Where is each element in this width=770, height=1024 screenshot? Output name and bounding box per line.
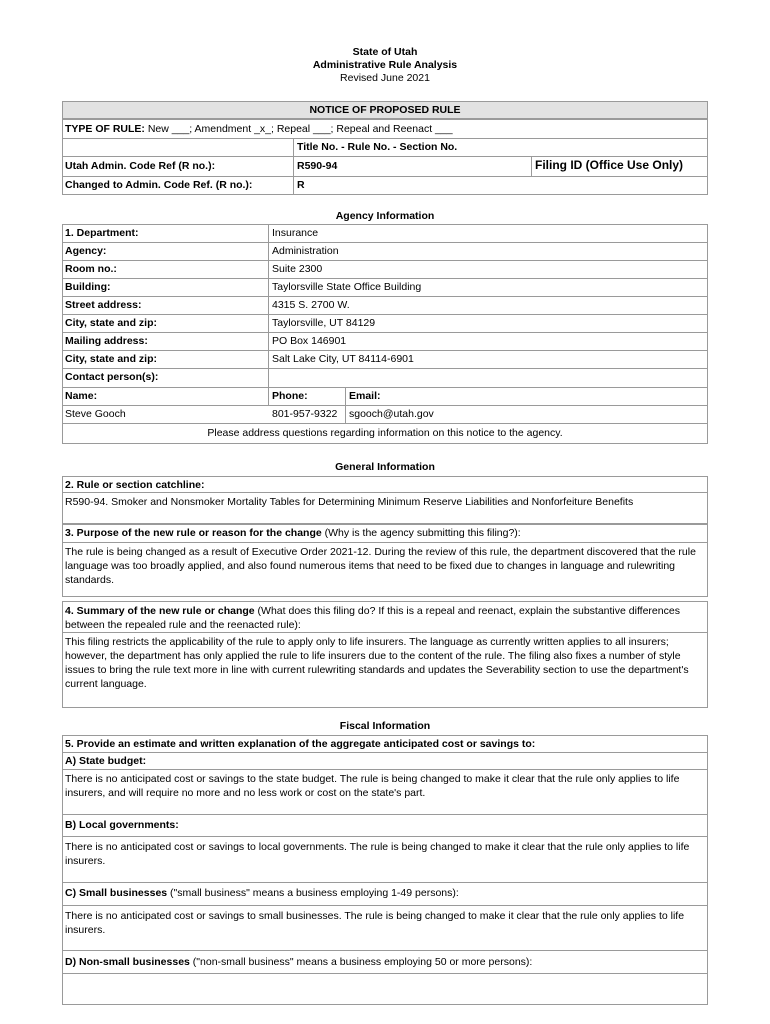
street-label: Street address: (65, 299, 142, 311)
non-small-business-question (65, 956, 532, 969)
row-divider (62, 752, 708, 753)
street-value: 4315 S. 2700 W. (272, 299, 350, 311)
local-gov-label: B) Local governments: (65, 819, 179, 831)
q3-label: 3. Purpose of the new rule or reason for the change (65, 527, 322, 539)
col-divider (293, 138, 294, 195)
q2-answer: R590-94. Smoker and Nonsmoker Mortality Tables for Determining Minimum Reserve Liabilities and Nonforfeiture Benefits (65, 496, 634, 508)
fiscal-section-title: Fiscal Information (339, 720, 431, 732)
q4-question (65, 604, 703, 632)
row-divider (62, 387, 708, 388)
contact-label: Contact person(s): (65, 371, 159, 383)
row-divider (62, 973, 708, 974)
q3-answer: The rule is being changed as a result of Executive Order 2021-12. During the review of this rule, the department discovered that the rule language was too broadly applied, and also found numerous items that need to be fixed due to changes in language and rulewriting standards. (65, 546, 696, 586)
local-gov-answer: There is no anticipated cost or savings to local governments. The rule is being changed to make it clear that the rule only applies to life insurers. (65, 841, 690, 867)
room-label: Room no.: (65, 263, 117, 275)
small-business-hint: ("small business" means a business employing 1-49 persons): (167, 887, 459, 899)
building-label: Building: (65, 281, 111, 293)
department-label: 1. Department: (65, 227, 139, 239)
q4-label: 4. Summary of the new rule or change (65, 605, 255, 617)
row-divider (62, 836, 708, 837)
row-divider (62, 242, 708, 243)
revision-heading: Revised June 2021 (340, 72, 430, 84)
non-small-business-label: D) Non-small businesses (65, 956, 190, 968)
analysis-heading: Administrative Rule Analysis (312, 59, 458, 71)
row-divider (62, 423, 708, 424)
q4-answer: This filing restricts the applicability of the rule to apply only to life insurers. The language as currently written applies to all insurers; however, the department has only applied the rule to life insurers due to the content of the rule. The filing also fixes a number of style issues to bring the rule text more in line with current rulewriting standards and updates the Severability section to use the department's current language. (65, 636, 689, 690)
row-divider (62, 814, 708, 815)
agency-label: Agency: (65, 245, 107, 257)
row-divider (62, 492, 708, 493)
non-small-business-hint: ("non-small business" means a business employing 50 or more persons): (189, 956, 533, 968)
q3-question (65, 527, 521, 540)
code-ref-value: R590-94 (297, 160, 338, 172)
q3-hint: (Why is the agency submitting this filing?): (321, 527, 521, 539)
agency-section-title: Agency Information (335, 210, 435, 222)
row-divider (62, 138, 708, 139)
small-business-label: C) Small businesses (65, 887, 168, 899)
title-no-label: Title No. - Rule No. - Section No. (297, 141, 458, 153)
mailing-city-value: Salt Lake City, UT 84114-6901 (272, 353, 414, 365)
agency-note: Please address questions regarding information on this notice to the agency. (207, 427, 563, 439)
row-divider (62, 278, 708, 279)
mailing-value: PO Box 146901 (272, 335, 347, 347)
city-value: Taylorsville, UT 84129 (272, 317, 376, 329)
row-divider (62, 176, 708, 177)
row-divider (62, 368, 708, 369)
col-divider (531, 156, 532, 176)
type-of-rule (65, 123, 453, 136)
changed-ref-value: R (297, 179, 305, 191)
filing-id-label: Filing ID (535, 158, 583, 172)
row-divider (62, 882, 708, 883)
row-divider (62, 314, 708, 315)
contact-phone: 801-957-9322 (272, 408, 338, 420)
row-divider (62, 905, 708, 906)
q4-hint: (What does this filing do? If this is a repeal and reenact, explain the substantive differences between the repealed rule and the reenacted rule): (65, 605, 680, 631)
code-ref-label: Utah Admin. Code Ref (R no.): (65, 160, 216, 172)
small-business-question (65, 887, 459, 900)
name-label: Name: (65, 390, 98, 402)
general-section-title: General Information (335, 461, 435, 473)
mailing-city-label: City, state and zip: (65, 353, 157, 365)
state-budget-label: A) State budget: (65, 755, 147, 767)
contact-name: Steve Gooch (65, 408, 126, 420)
q5-label: 5. Provide an estimate and written explanation of the aggregate anticipated cost or savings to: (65, 738, 536, 750)
city-label: City, state and zip: (65, 317, 157, 329)
agency-value: Administration (272, 245, 339, 257)
row-divider (62, 156, 708, 157)
room-value: Suite 2300 (272, 263, 323, 275)
row-divider (62, 769, 708, 770)
filing-id-note: (Office Use Only) (585, 158, 684, 172)
row-divider (62, 296, 708, 297)
changed-ref-label: Changed to Admin. Code Ref. (R no.): (65, 179, 253, 191)
type-of-rule-label: TYPE OF RULE: (65, 123, 145, 135)
row-divider (62, 260, 708, 261)
row-divider (62, 632, 708, 633)
department-value: Insurance (272, 227, 319, 239)
filing-id (535, 159, 683, 172)
building-value: Taylorsville State Office Building (272, 281, 422, 293)
row-divider (62, 542, 708, 543)
q2-label: 2. Rule or section catchline: (65, 479, 205, 491)
row-divider (62, 350, 708, 351)
row-divider (62, 332, 708, 333)
row-divider (62, 405, 708, 406)
contact-email: sgooch@utah.gov (349, 408, 434, 420)
state-budget-answer: There is no anticipated cost or savings to the state budget. The rule is being changed to make it clear that the rule only applies to life insurers, and will require no more and no less work or cost on the state's part. (65, 773, 680, 799)
mailing-label: Mailing address: (65, 335, 148, 347)
email-label: Email: (349, 390, 381, 402)
phone-label: Phone: (272, 390, 308, 402)
small-business-answer: There is no anticipated cost or savings to small businesses. The rule is being changed to make it clear that the rule only applies to life insurers. (65, 910, 685, 936)
type-of-rule-value: New ___; Amendment _x_; Repeal ___; Repeal and Reenact ___ (147, 123, 453, 135)
notice-title: NOTICE OF PROPOSED RULE (309, 104, 461, 116)
state-heading: State of Utah (352, 46, 418, 58)
row-divider (62, 950, 708, 951)
